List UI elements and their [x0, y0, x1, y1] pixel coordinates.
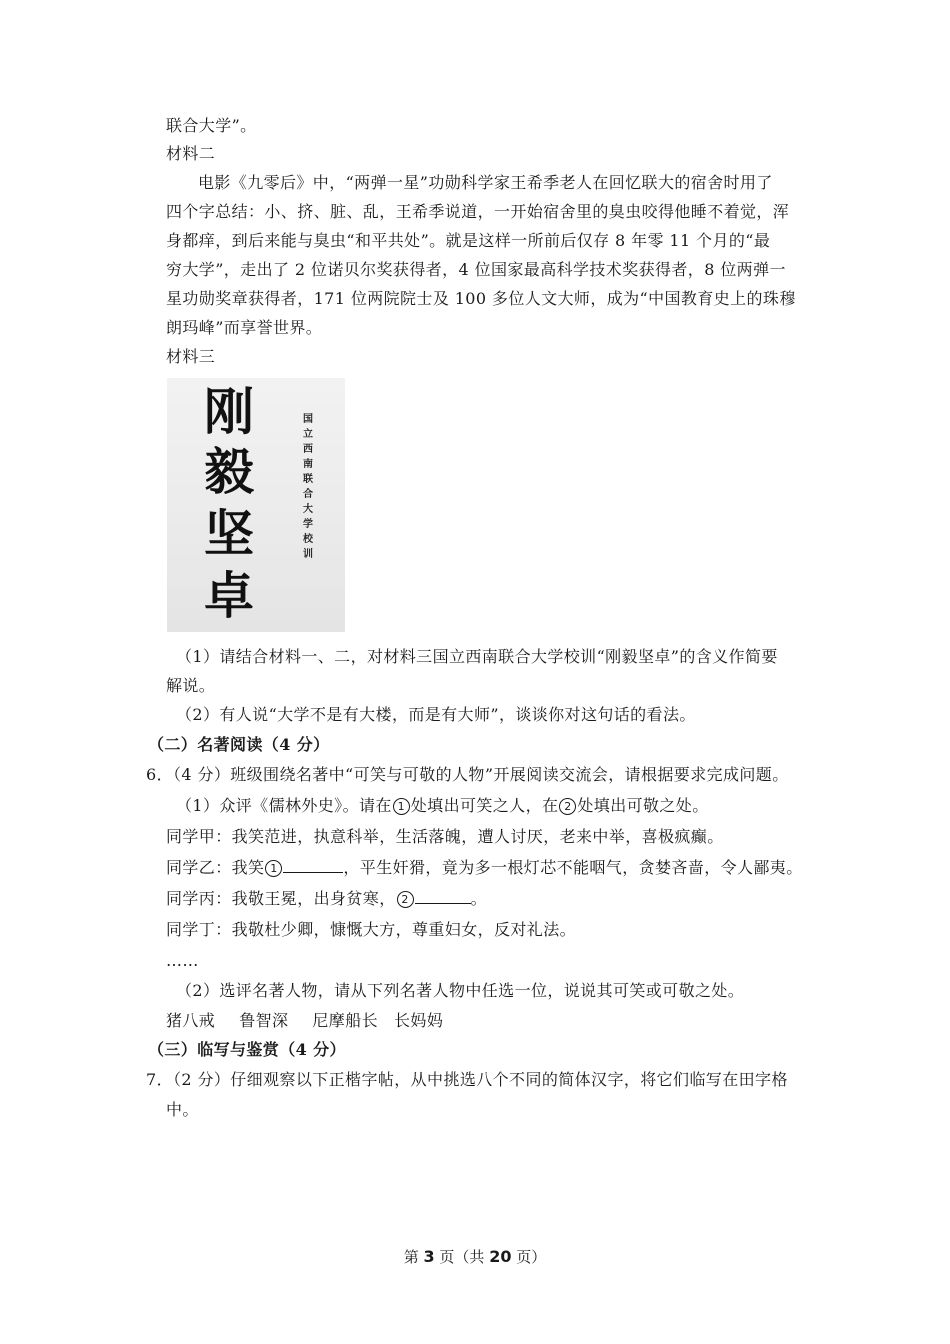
q5-sub2: （2）有人说“大学不是有大楼，而是有大师”，谈谈你对这句话的看法。: [176, 705, 696, 724]
page-footer: [0, 1247, 950, 1267]
q6-student-c: [166, 888, 487, 910]
material2-line: 朗玛峰”而享誉世界。: [166, 318, 323, 337]
q6-stem: 6．（4 分）班级围绕名著中“可笑与可敬的人物”开展阅读交流会，请根据要求完成问题。: [146, 765, 789, 784]
material2-line: 星功勋奖章获得者，171 位两院院士及 100 多位人文大师，成为“中国教育史上的珠穆: [166, 289, 796, 308]
character-option: 长妈妈: [394, 1011, 444, 1030]
calligraphy-char: 刚: [204, 382, 254, 441]
material2-label: 材料二: [166, 144, 216, 163]
footer-pre: 第: [403, 1248, 424, 1266]
q6-character-options: [166, 1010, 443, 1032]
q5-sub1-line1: （1）请结合材料一、二，对材料三国立西南联合大学校训“刚毅坚卓”的含义作简要: [176, 647, 778, 666]
answer-blank-2[interactable]: [415, 889, 471, 904]
page-total: 20: [489, 1247, 512, 1266]
section-title-calligraphy: （三）临写与鉴赏（4 分）: [148, 1040, 346, 1059]
footer-post: 页）: [511, 1248, 547, 1266]
q6-student-b-pre: 同学乙：我笑: [166, 858, 265, 877]
school-motto-calligraphy-image: [167, 378, 345, 632]
q6-ellipsis: ……: [166, 951, 199, 970]
circle-1-marker: 1: [393, 798, 410, 815]
q5-sub1-line2: 解说。: [166, 676, 216, 695]
q6-sub1-pre: （1）众评《儒林外史》。请在: [176, 796, 392, 815]
q6-student-b: [166, 857, 803, 879]
calligraphy-char: 卓: [204, 566, 254, 625]
circle-2-marker: 2: [559, 798, 576, 815]
q6-student-c-pre: 同学丙：我敬王冕，出身贫寒，: [166, 889, 396, 908]
calligraphy-char: 坚: [204, 504, 254, 563]
character-option: 猪八戒: [166, 1011, 216, 1030]
material2-line: 穷大学”，走出了 2 位诺贝尔奖获得者，4 位国家最高科学技术奖获得者，8 位两弹一: [166, 260, 786, 279]
material3-label: 材料三: [166, 347, 216, 366]
character-option: 鲁智深: [239, 1011, 289, 1030]
q6-sub1-mid1: 处填出可笑之人，在: [410, 796, 559, 815]
q6-sub2: （2）选评名著人物，请从下列名著人物中任选一位，说说其可笑或可敬之处。: [176, 981, 745, 1000]
material1-tail: 联合大学”。: [166, 116, 257, 135]
q6-student-a: 同学甲：我笑范进，执意科举，生活落魄，遭人讨厌，老来中举，喜极疯癫。: [166, 827, 724, 846]
q7-line1: 7．（2 分）仔细观察以下正楷字帖，从中挑选八个不同的简体汉字，将它们临写在田字格: [146, 1070, 788, 1089]
material2-line: 四个字总结：小、挤、脏、乱，王希季说道，一开始宿舍里的臭虫咬得他睡不着觉，浑: [166, 202, 790, 221]
answer-blank-1[interactable]: [283, 858, 343, 873]
q7-line2: 中。: [166, 1100, 199, 1119]
circle-2-marker: 2: [397, 891, 414, 908]
q6-student-b-post: ，平生奸猾，竟为多一根灯芯不能咽气，贪婪吝啬，令人鄙夷。: [343, 858, 803, 877]
page-number: 3: [423, 1247, 435, 1266]
q6-student-d: 同学丁：我敬杜少卿，慷慨大方，尊重妇女，反对礼法。: [166, 920, 577, 939]
q6-sub1-mid2: 处填出可敬之处。: [577, 796, 709, 815]
q6-student-c-post: 。: [470, 889, 488, 908]
material2-line: 身都痒，到后来能与臭虫“和平共处”。就是这样一所前后仅存 8 年零 11 个月的“最: [166, 231, 771, 250]
footer-mid: 页（共: [434, 1248, 490, 1266]
calligraphy-inscription: 国立西南联合大学校训: [303, 414, 313, 560]
q6-sub1: [176, 795, 709, 817]
character-option: 尼摩船长: [312, 1011, 379, 1030]
section-title-classics: （二）名著阅读（4 分）: [148, 735, 330, 754]
circle-1-marker: 1: [265, 860, 282, 877]
material2-line: 电影《九零后》中，“两弹一星”功勋科学家王希季老人在回忆联大的宿舍时用了: [198, 173, 773, 192]
calligraphy-char: 毅: [204, 442, 254, 501]
